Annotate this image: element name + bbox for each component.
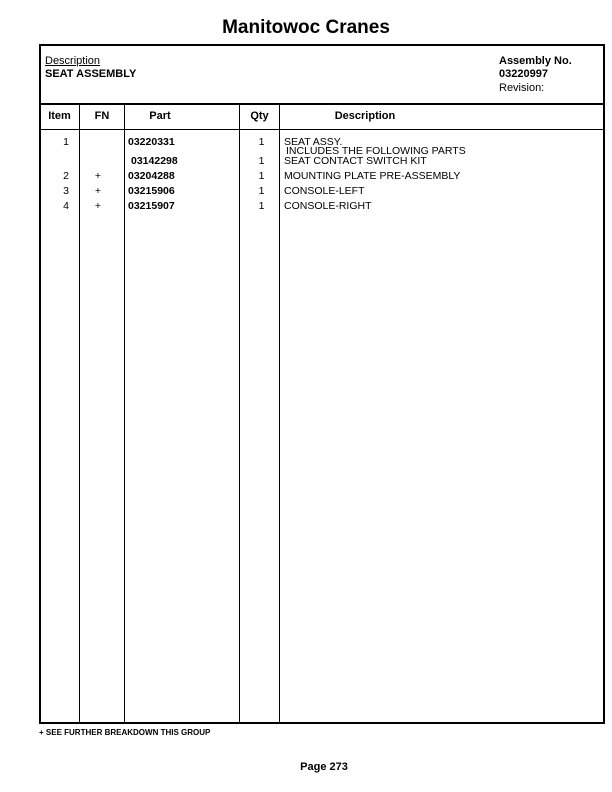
row-qty: 1 (258, 136, 265, 148)
column-header-item: Item (48, 110, 71, 122)
page-number: Page 273 (300, 761, 348, 773)
column-header-description: Description (334, 110, 396, 122)
row-description: SEAT ASSY. (284, 136, 343, 148)
column-divider (279, 104, 280, 724)
row-part-number: 03215906 (128, 185, 175, 197)
breakdown-footnote: + SEE FURTHER BREAKDOWN THIS GROUP (39, 728, 211, 737)
row-fn: + (94, 185, 102, 197)
row-qty: 1 (258, 170, 265, 182)
row-description: CONSOLE-RIGHT (284, 200, 372, 212)
column-header-fn: FN (94, 110, 110, 122)
row-fn: + (94, 170, 102, 182)
row-item: 1 (63, 136, 69, 148)
row-item: 4 (63, 200, 69, 212)
description-label: Description (45, 55, 101, 67)
column-divider (124, 104, 125, 724)
assembly-number: 03220997 (499, 68, 548, 80)
row-qty: 1 (258, 200, 265, 212)
column-divider (239, 104, 240, 724)
row-qty: 1 (258, 155, 265, 167)
row-description: CONSOLE-LEFT (284, 185, 365, 197)
assembly-number-label: Assembly No. (499, 55, 572, 67)
column-header-qty: Qty (250, 110, 269, 122)
row-description: SEAT CONTACT SWITCH KIT (284, 155, 427, 167)
row-item: 3 (63, 185, 69, 197)
row-description: MOUNTING PLATE PRE-ASSEMBLY (284, 170, 461, 182)
row-qty: 1 (258, 185, 265, 197)
row-item: 2 (63, 170, 69, 182)
revision-label: Revision: (499, 82, 545, 94)
row-part-number: 03204288 (128, 170, 175, 182)
row-fn: + (94, 200, 102, 212)
row-part-number: 03215907 (128, 200, 175, 212)
column-divider (79, 104, 80, 724)
row-part-number: 03142298 (131, 155, 178, 167)
page-title: Manitowoc Cranes (222, 17, 390, 38)
row-part-number: 03220331 (128, 136, 175, 148)
row-note: INCLUDES THE FOLLOWING PARTS (286, 145, 466, 157)
assembly-description: SEAT ASSEMBLY (45, 68, 137, 80)
column-header-part: Part (149, 110, 171, 122)
